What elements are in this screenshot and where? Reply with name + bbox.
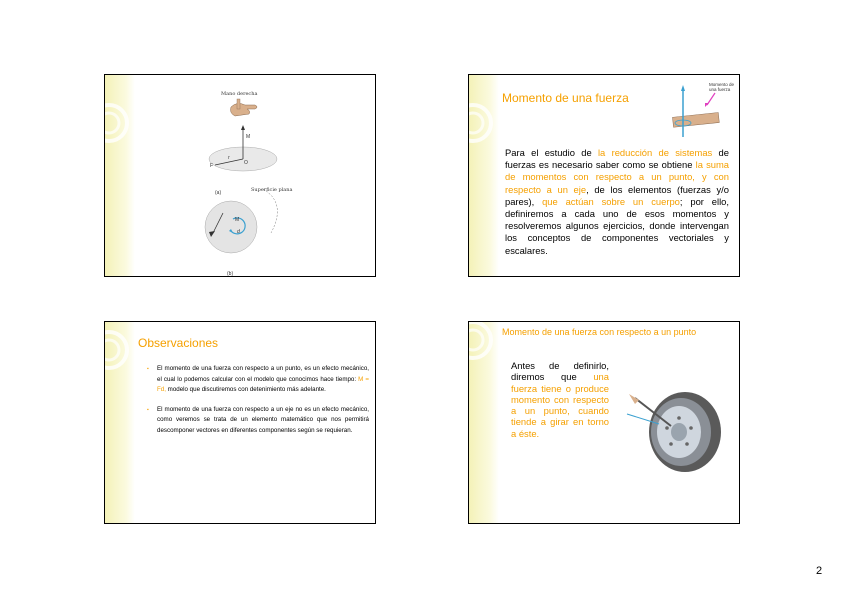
fig-label-mo-b: M [235, 217, 240, 223]
slide-1 [104, 74, 376, 277]
fig-label-b: (b) [227, 271, 234, 277]
body-highlight: una fuerza tiene o produce momento con respecto a un punto, cuando tiende a girar en torno a éste. [511, 371, 609, 439]
item-highlight: M = Fd, [157, 375, 369, 394]
swirl-decoration-icon [469, 75, 499, 277]
moment-hand-rule-figure [193, 81, 301, 277]
slide-title: Observaciones [138, 336, 219, 350]
bullet-icon: ▪ [147, 406, 149, 413]
slide-2 [468, 74, 740, 277]
fig-label-r: r [228, 155, 230, 161]
list-item [147, 364, 369, 396]
item-text: El momento de una fuerza con respecto a un punto, es un efecto mecánico, el cual lo podemos calcular con el modelo que conocimos hace tiempo: [157, 365, 369, 383]
item-text: El momento de una fuerza con respecto a un eje no es un efecto mecánico, como veremos se trata de un elemento matemático que nos permitirá descomponer vectores en diferentes componentes según se requieran. [157, 405, 369, 434]
body-segment: , de los elementos (fuerzas y/o pares), [505, 183, 729, 207]
observations-list [147, 364, 369, 446]
fig-label-f: F [210, 163, 214, 169]
slide-4 [468, 321, 740, 524]
body-segment: Antes de definirlo, diremos que [511, 360, 609, 383]
item-text: modelo que discutiremos con detenimiento más adelante. [165, 386, 326, 394]
body-highlight: la reducción de sistemas [597, 147, 713, 158]
swirl-decoration-icon [105, 75, 135, 277]
slide-title: Momento de una fuerza [502, 91, 629, 105]
body-segment: Para el estudio de [505, 147, 598, 158]
fig-label-d: d [237, 229, 240, 235]
slide-3 [104, 321, 376, 524]
bullet-icon: ▪ [147, 366, 149, 372]
fig-label-a: (a) [215, 190, 222, 196]
body-segment: ; por ello, definiremos a cada uno de esos momentos y resolveremos algunos ejercicios, donde intervengan los conceptos de componentes vectoriales y escalares. [505, 195, 729, 256]
slide-decoration-strip [469, 322, 499, 523]
slide-decoration-strip [469, 75, 499, 276]
list-item [147, 405, 369, 437]
fig-label-o: O [244, 160, 248, 166]
page-number: 2 [816, 565, 823, 577]
fig-label-hand: Mano derecha [221, 91, 258, 97]
slide-decoration-strip [105, 75, 135, 276]
slide-body [511, 360, 609, 439]
body-highlight: que actúan sobre un cuerpo [542, 195, 680, 207]
fig-label-surface: Superficie plana [251, 187, 293, 193]
wheel-wrench-figure [619, 384, 731, 476]
body-segment: de fuerzas es necesario saber como se obtiene [505, 147, 729, 171]
figure-caption: Momento de una fuerza [709, 82, 735, 92]
slide-decoration-strip [105, 322, 135, 523]
swirl-decoration-icon [105, 322, 135, 524]
fig-label-mo: M [246, 134, 251, 140]
slide-title: Momento de una fuerza con respecto a un punto [502, 327, 697, 337]
body-highlight: la suma de momentos con respecto a un punto, y con respecto a un eje [505, 159, 730, 195]
swirl-decoration-icon [469, 322, 499, 524]
slide-body [505, 147, 729, 257]
